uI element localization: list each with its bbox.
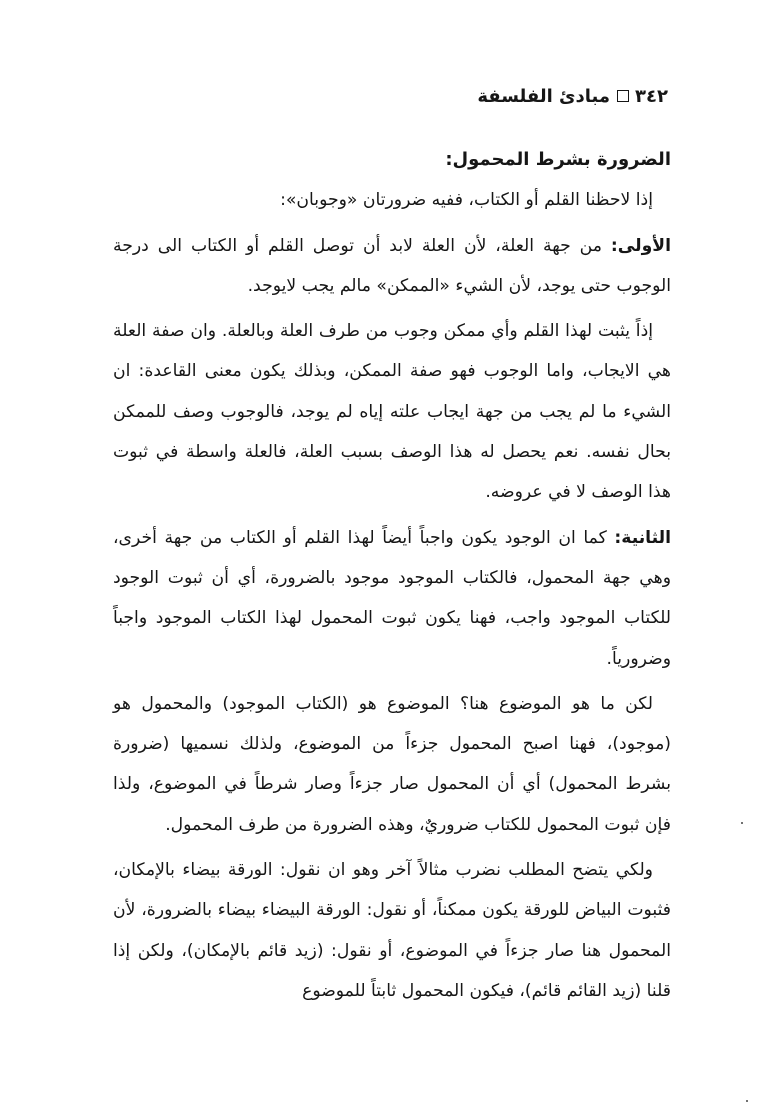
paragraph-2: الأولى: من جهة العلة، لأن العلة لابد أن توصل القلم أو الكتاب الى درجة الوجوب حتى يوجد، لأن الشيء «الممكن» مالم يجب لايوجد. xyxy=(113,235,671,296)
scan-speck xyxy=(746,1100,748,1102)
paragraph-3: إذاً يثبت لهذا القلم وأي ممكن وجوب من طرف العلة وبالعلة. وان صفة العلة هي الايجاب، واما الوجوب فهو صفة الممكن، وبذلك يكون معنى القاعدة: ان الشيء ما لم يجب من جهة ايجاب علته إياه لم يوجد، فالوجوب وصف للممكن بحال نفسه. نعم يحصل له هذا الوصف بسبب العلة، فالعلة واسطة في ثبوت هذا الوصف لا في عروضه. xyxy=(113,321,671,503)
scan-speck xyxy=(741,822,743,824)
page-number: ٣٤٢ xyxy=(635,85,668,107)
book-title: مبادئ الفلسفة xyxy=(477,85,611,107)
paragraph-6: ولكي يتضح المطلب نضرب مثالاً آخر وهو ان نقول: الورقة بيضاء بالإمكان، فثبوت البياض للورقة يكون ممكناً، أو نقول: الورقة البيضاء بيضاء بالضرورة، لأن المحمول هنا صار جزءاً في الموضوع، أو نقول: (زيد قائم بالإمكان)، ولكن إذا قلنا (زيد القائم قائم)، فيكون المحمول ثابتاً للموضوع xyxy=(113,860,671,1001)
page-body xyxy=(113,140,671,1016)
running-header xyxy=(113,84,668,108)
paragraph-lead-second: الثانية: xyxy=(614,527,671,548)
paragraph-lead-first: الأولى: xyxy=(610,235,671,256)
section-heading: الضرورة بشرط المحمول: xyxy=(445,149,671,170)
paragraph-5: لكن ما هو الموضوع هنا؟ الموضوع هو (الكتاب الموجود) والمحمول هو (موجود)، فهنا اصبح المحمول جزءاً من الموضوع، ولذلك نسميها (ضرورة بشرط المحمول) أي أن المحمول صار جزءاً وصار شرطاً في الموضوع، ولذا فإن ثبوت المحمول للكتاب ضروريٌ، وهذه الضرورة من طرف المحمول. xyxy=(113,693,671,835)
square-bullet-icon xyxy=(617,90,629,102)
paragraph-1: إذا لاحظنا القلم أو الكتاب، ففيه ضرورتان «وجوبان»: xyxy=(280,190,653,211)
paragraph-4: الثانية: كما ان الوجود يكون واجباً أيضاً لهذا القلم أو الكتاب من جهة أخرى، وهي جهة المحمول، فالكتاب الموجود موجود بالضرورة، أي أن ثبوت الوجود للكتاب الموجود واجب، فهنا يكون ثبوت المحمول لهذا الكتاب الموجود واجباً وضرورياً. xyxy=(113,527,671,669)
